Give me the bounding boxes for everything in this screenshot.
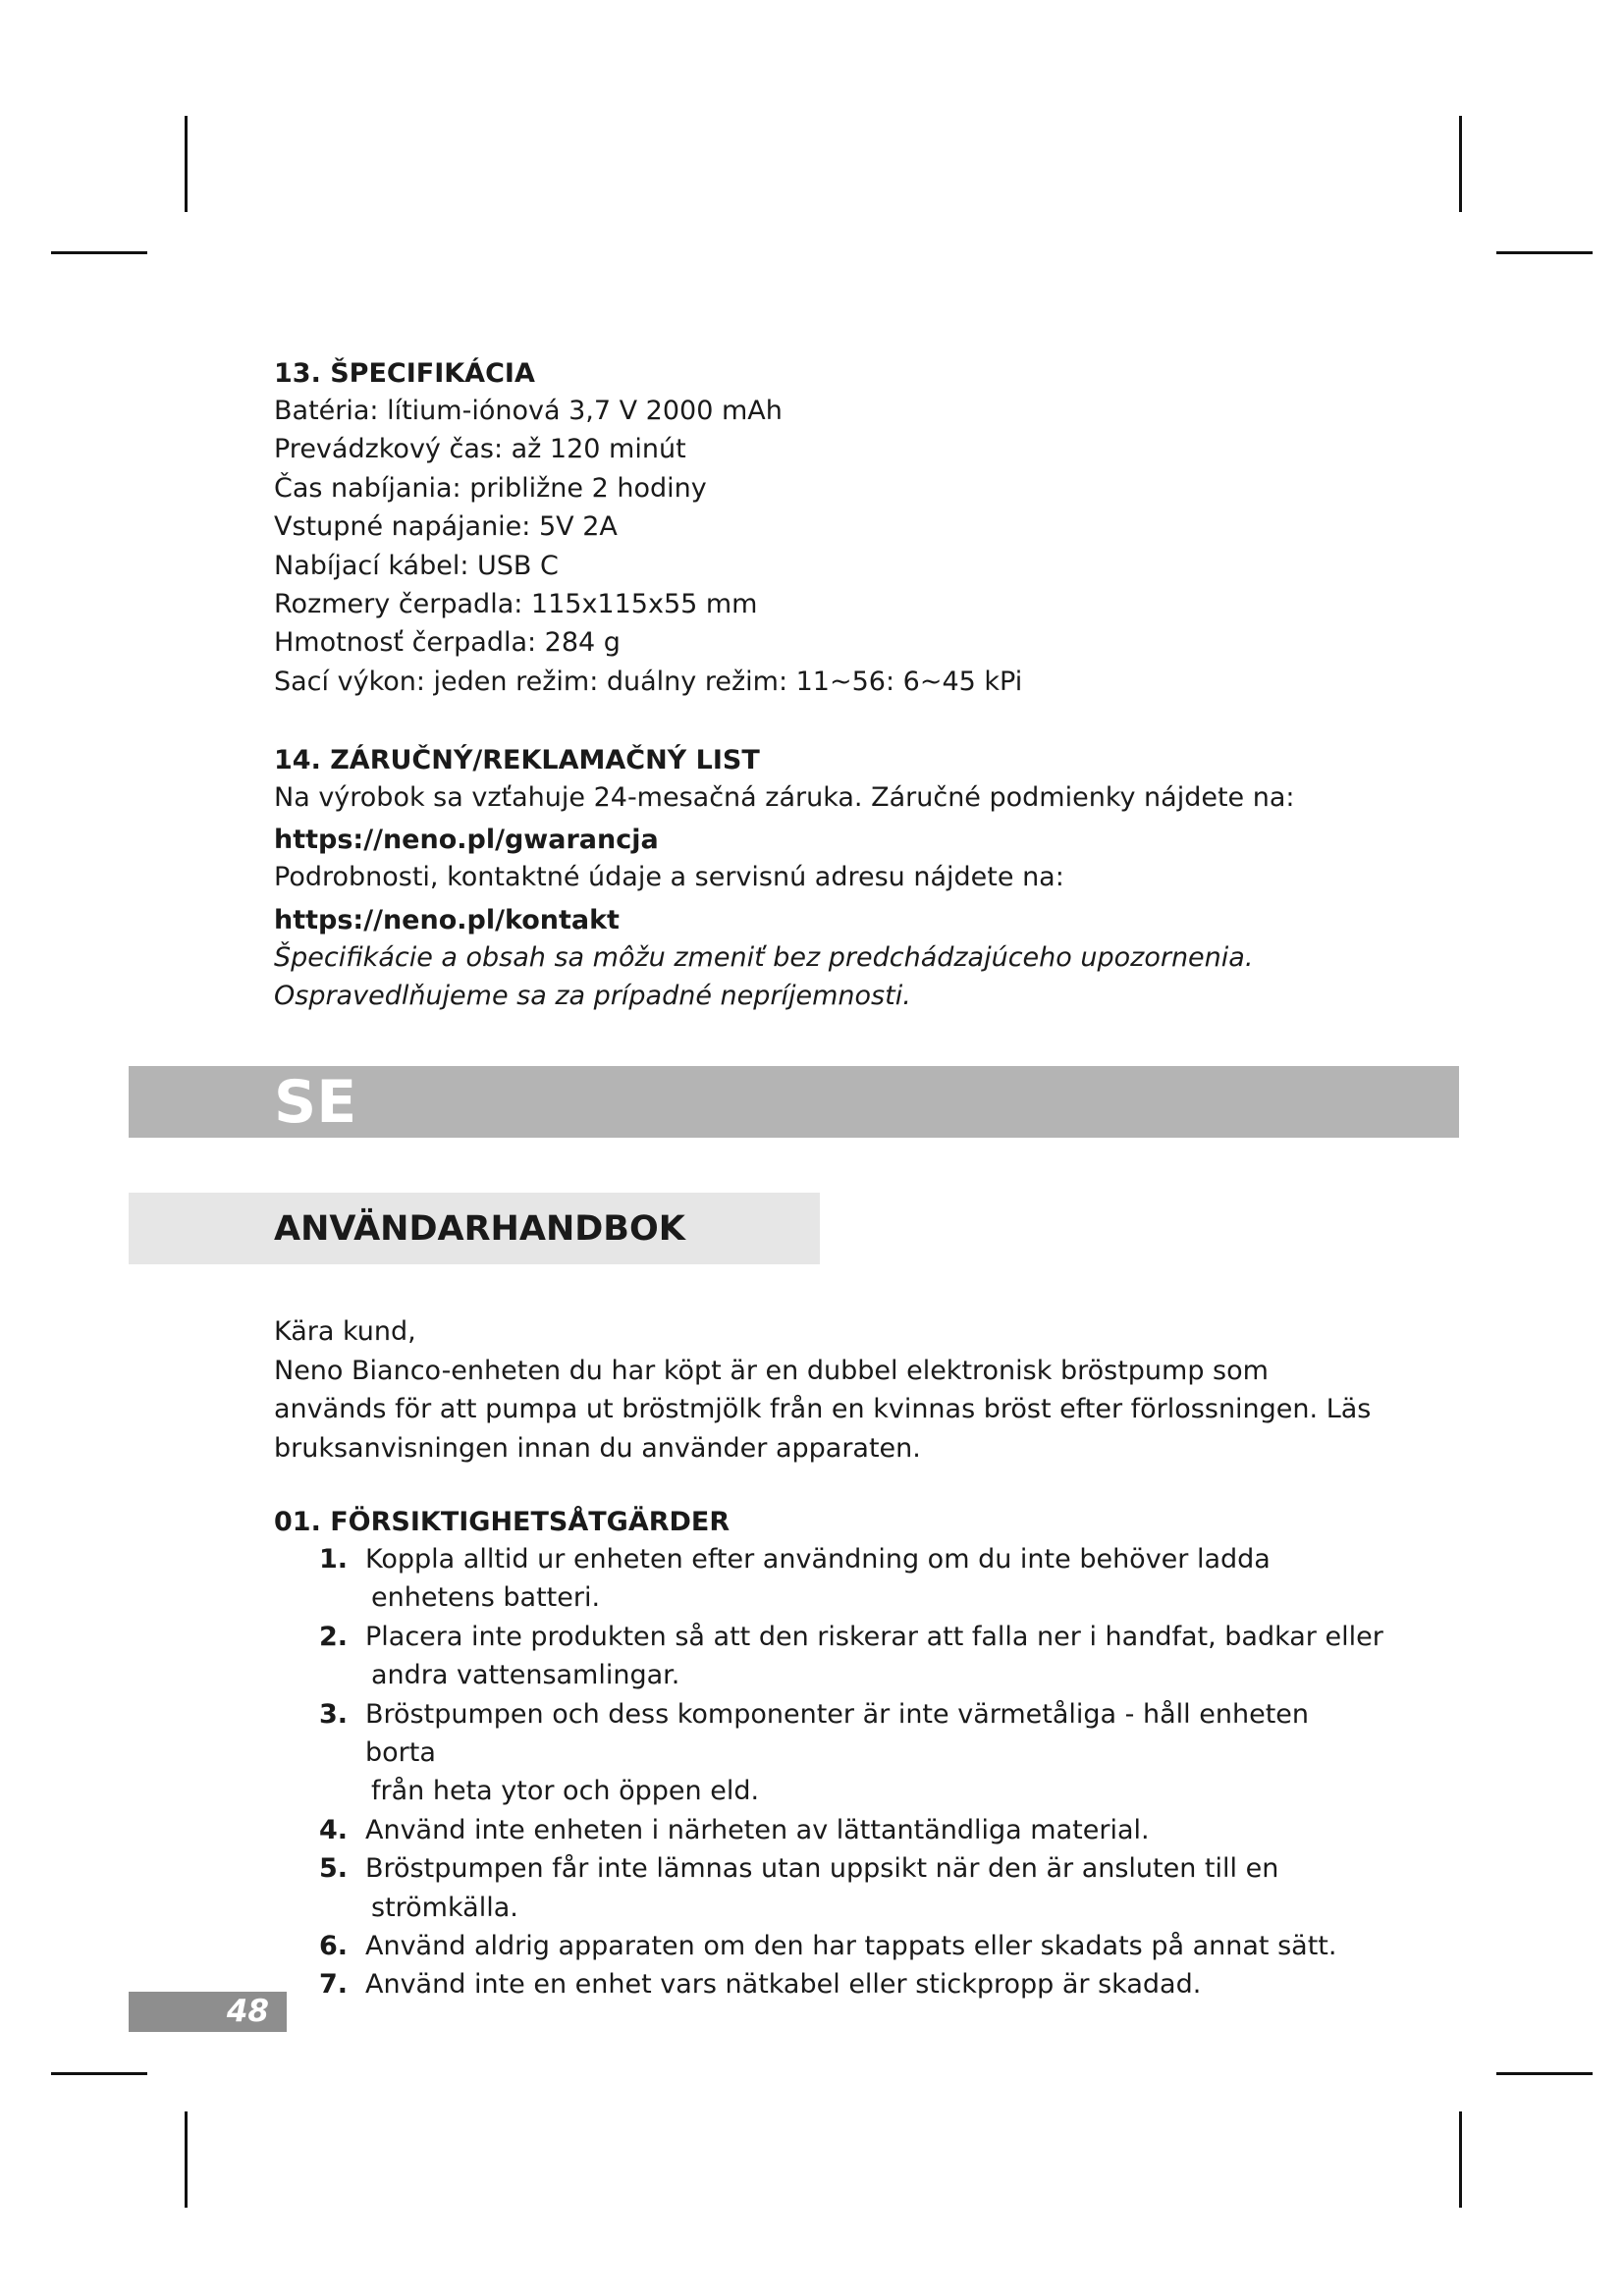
item-number: 5.	[319, 1853, 349, 1885]
intro-line: Neno Bianco-enheten du har köpt är en dubbel elektronisk bröstpump som	[274, 1355, 1269, 1386]
precautions-heading: 01. FÖRSIKTIGHETSÅTGÄRDER	[274, 1507, 731, 1537]
contact-text: Podrobnosti, kontaktné údaje a servisnú adresu nájdete na:	[274, 862, 1064, 893]
list-item	[274, 1618, 1383, 1695]
spec-line: Čas nabíjania: približne 2 hodiny	[274, 472, 707, 504]
item-number: 6.	[319, 1931, 349, 1962]
spec-line: Prevádzkový čas: až 120 minút	[274, 434, 686, 465]
list-item	[274, 1695, 1383, 1811]
item-number: 1.	[319, 1544, 349, 1575]
item-text-cont: andra vattensamlingar.	[371, 1660, 680, 1691]
item-number: 3.	[319, 1698, 349, 1730]
warranty-link[interactable]: https://neno.pl/gwarancja	[274, 825, 659, 856]
spec-line: Sací výkon: jeden režim: duálny režim: 11~56: 6~45 kPi	[274, 666, 1023, 697]
item-text: Bröstpumpen får inte lämnas utan uppsikt när den är ansluten till en	[365, 1853, 1279, 1885]
crop-mark	[185, 2111, 188, 2208]
sk-spec-heading: 13. ŠPECIFIKÁCIA	[274, 358, 535, 389]
spec-line: Batéria: lítium-iónová 3,7 V 2000 mAh	[274, 396, 783, 426]
spec-line: Vstupné napájanie: 5V 2A	[274, 511, 618, 543]
list-item	[274, 1849, 1383, 1927]
sk-warranty-heading: 14. ZÁRUČNÝ/REKLAMAČNÝ LIST	[274, 745, 760, 775]
page-number-box	[129, 1992, 287, 2032]
intro-line: bruksanvisningen innan du använder apparaten.	[274, 1432, 921, 1464]
list-item	[274, 1811, 1383, 1849]
page-number: 48	[226, 1994, 269, 2029]
list-item	[274, 1965, 1383, 2003]
intro-section	[274, 1312, 1383, 1468]
item-text-cont: enhetens batteri.	[371, 1582, 601, 1614]
manual-title-bar	[129, 1193, 820, 1264]
crop-mark	[1496, 251, 1593, 254]
language-section-bar	[129, 1066, 1459, 1138]
crop-mark	[1459, 2111, 1462, 2208]
item-text: Använd inte enheten i närheten av lättantändliga material.	[365, 1814, 1150, 1845]
sk-warranty-section	[274, 743, 1383, 1015]
list-item	[274, 1927, 1383, 1965]
item-number: 4.	[319, 1814, 349, 1845]
item-number: 2.	[319, 1621, 349, 1652]
manual-title: ANVÄNDARHANDBOK	[274, 1209, 685, 1249]
item-text-cont: från heta ytor och öppen eld.	[371, 1776, 760, 1807]
contact-link[interactable]: https://neno.pl/kontakt	[274, 904, 620, 935]
item-number: 7.	[319, 1969, 349, 2001]
item-text: Använd aldrig apparaten om den har tappats eller skadats på annat sätt.	[365, 1931, 1337, 1962]
item-text-cont: strömkälla.	[371, 1892, 518, 1923]
item-text: Koppla alltid ur enheten efter användning om du inte behöver ladda	[365, 1544, 1271, 1575]
crop-mark	[1496, 2072, 1593, 2075]
sk-spec-section	[274, 356, 1383, 701]
warranty-text: Na výrobok sa vzťahuje 24-mesačná záruka. Záručné podmienky nájdete na:	[274, 782, 1295, 813]
crop-mark	[1459, 116, 1462, 212]
crop-mark	[51, 251, 147, 254]
list-item	[274, 1540, 1383, 1618]
item-text: Placera inte produkten så att den riskerar att falla ner i handfat, badkar eller	[365, 1621, 1383, 1652]
language-code: SE	[274, 1068, 357, 1137]
precautions-section	[274, 1505, 1383, 2004]
precautions-list	[274, 1540, 1383, 2004]
spec-line: Nabíjací kábel: USB C	[274, 550, 559, 581]
spec-line: Hmotnosť čerpadla: 284 g	[274, 627, 621, 659]
intro-line: används för att pumpa ut bröstmjölk från en kvinnas bröst efter förlossningen. Läs	[274, 1394, 1372, 1424]
disclaimer-line: Špecifikácie a obsah sa môžu zmeniť bez predchádzajúceho upozornenia.	[274, 941, 1254, 973]
item-text: Använd inte en enhet vars nätkabel eller stickpropp är skadad.	[365, 1969, 1202, 2001]
crop-mark	[185, 116, 188, 212]
disclaimer-line: Ospravedlňujeme sa za prípadné nepríjemnosti.	[274, 980, 911, 1011]
item-text: Bröstpumpen och dess komponenter är inte värmetåliga - håll enheten borta	[365, 1698, 1310, 1769]
crop-mark	[51, 2072, 147, 2075]
spec-line: Rozmery čerpadla: 115x115x55 mm	[274, 589, 758, 620]
greeting: Kära kund,	[274, 1316, 416, 1347]
